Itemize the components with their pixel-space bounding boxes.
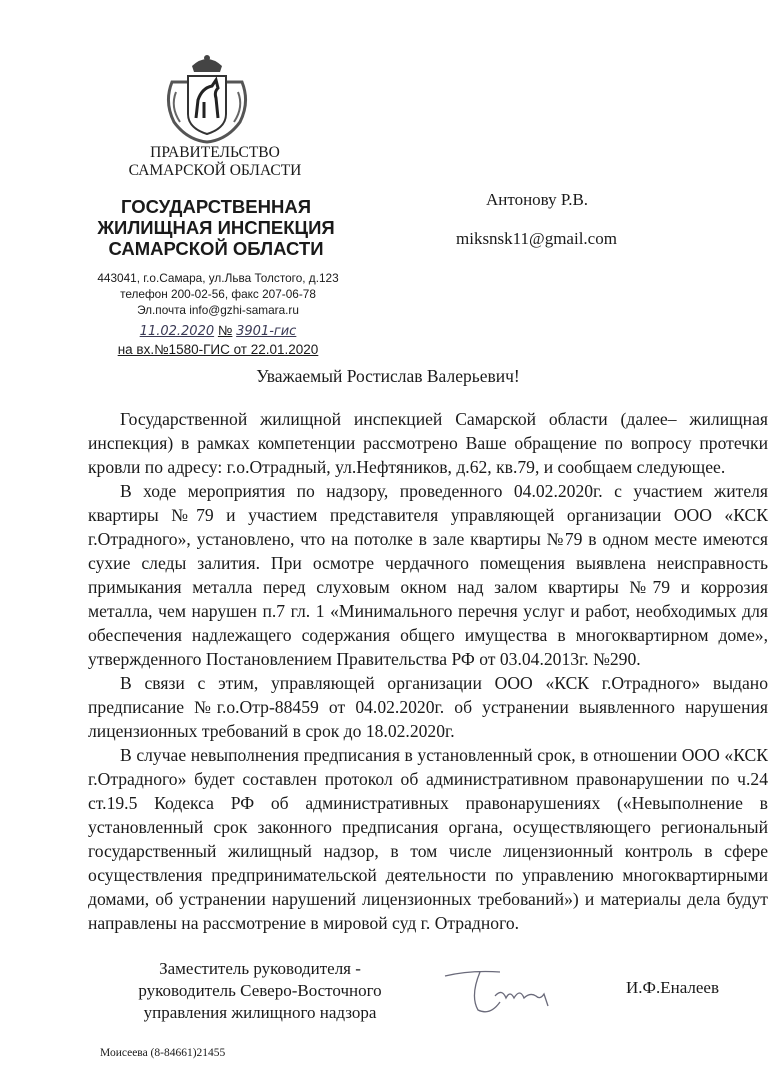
phone: телефон 200-02-56, факс 207-06-78 [120,287,316,301]
paragraph: В случае невыполнения предписания в установленный срок, в отношении ООО «КСК г.Отрадного» будет составлен протокол об административном правонарушении по ч.24 ст.19.5 Кодекса РФ об административных правонарушениях («Невыполнение в установленный срок законного предписания органа, осуществляющего региональный государственный жилищный надзор, в том числе лицензионный контроль в сфере осуществления предпринимательской деятельности по управлению многоквартирными домами, об устранении нарушений лицензионных требований») и материалы дела будут направлены на рассмотрение в мировой суд г. Отрадного. [88,745,768,933]
government-name [100,144,330,180]
handwritten-signature [440,966,580,1016]
paragraph: В связи с этим, управляющей организации ООО «КСК г.Отрадного» выдано предписание №г.о.Отр-88459 от 04.02.2020г. об устранении выявленного нарушения лицензионных требований в срок до 18.02.2020г. [88,673,768,741]
inspection-line: САМАРСКОЙ ОБЛАСТИ [108,238,324,259]
paragraph: Государственной жилищной инспекцией Самарской области (далее– жилищная инспекция) в рамках компетенции рассмотрено Ваше обращение по вопросу протечки кровли по адресу: г.о.Отрадный, ул.Нефтяников, д.62, кв.79, и сообщаем следующее. [88,409,768,477]
letter-body [88,407,768,935]
number-sign: № [217,323,233,338]
position-line: руководитель Северо-Восточного [138,981,382,1000]
outgoing-date: 11.02.2020 [139,324,215,339]
signatory-name: И.Ф.Еналеев [626,978,719,997]
coat-of-arms-icon [162,52,252,144]
paragraph: В ходе мероприятия по надзору, проведенного 04.02.2020г. с участием жителя квартиры №79 и участием представителя управляющей организации ООО «КСК г.Отрадного», установлено, что на потолке в зале квартиры №79 в одном месте имеются сухие следы залития. При осмотре чердачного помещения выявлена неисправность примыкания металла перед слуховым окном над залом квартиры №79 и коррозия металла, чем нарушен п.7 гл. 1 «Минимального перечня услуг и работ, необходимых для обеспечения надлежащего содержания общего имущества в многоквартирном доме», утвержденного Постановлением Правительства РФ от 03.04.2013г. №290. [88,481,768,669]
government-line: ПРАВИТЕЛЬСТВО [150,144,280,161]
greeting: Уважаемый Ростислав Валерьевич! [256,366,520,386]
outgoing-number: 3901-гис [236,324,297,339]
government-line: САМАРСКОЙ ОБЛАСТИ [128,162,302,179]
recipient-email: miksnsk11@gmail.com [456,229,617,248]
inspection-line: ЖИЛИЩНАЯ ИНСПЕКЦИЯ [97,217,335,238]
org-email: Эл.почта info@gzhi-samara.ru [137,303,299,317]
incoming-reference: на вх.№1580-ГИС от 22.01.2020 [117,342,319,357]
inspection-name [88,196,344,259]
executor-contact: Моисеева (8-84661)21455 [100,1047,226,1059]
outgoing-line [84,322,352,341]
contact-block [84,270,352,318]
inspection-line: ГОСУДАРСТВЕННАЯ [120,196,311,217]
position-line: Заместитель руководителя - [159,959,361,978]
address: 443041, г.о.Самара, ул.Льва Толстого, д.123 [97,271,339,285]
recipient-name: Антонову Р.В. [486,190,589,209]
position-line: управления жилищного надзора [143,1003,377,1022]
document-reference [84,322,352,359]
signatory-position [120,958,400,1024]
